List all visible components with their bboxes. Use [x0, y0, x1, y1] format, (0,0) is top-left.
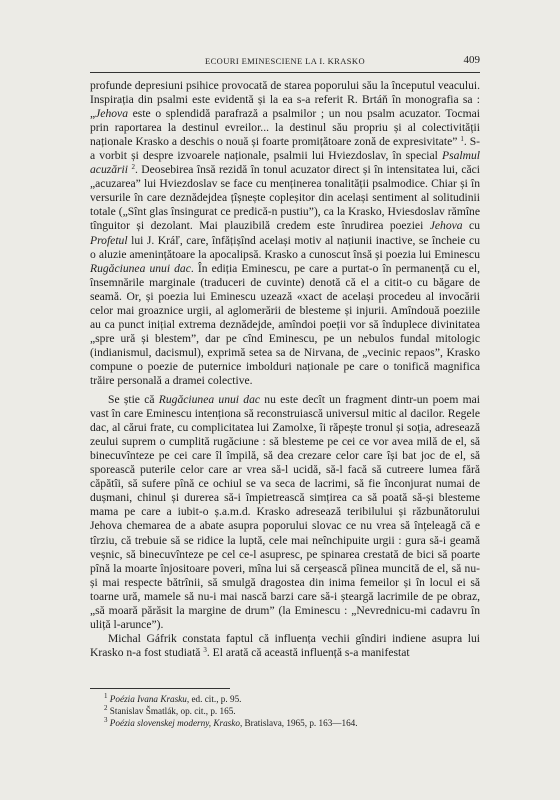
footnote-3: $^3$ Poézia slovenskej moderny, Krasko, Bratislava, 1965, p. 163—164. [104, 716, 358, 729]
footnote-2: $^2$ Stanislav Šmatlák, op. cit., p. 165. [104, 704, 236, 717]
running-header [90, 56, 480, 66]
footnotes [104, 693, 480, 730]
paragraph-1: profunde depresiuni psihice provocată de starea poporului său la începutul veacului. Inspirația din psalmi este evidentă și la ea s-a referit R. Brtáň în monografia sa : „Jehova este o splendidă parafrază a psalmilor ; un nou psalm acuzator. Tocmai prin raportarea la destinul evreilor... la destinul său propriu și al colectivității naționale Krasko a deschis o nouă și foarte promițătoare zonă de expresivitate” $^1$. S-a vorbit și despre izvoarele naționale, psalmii lui Hviezdoslav, în special Psalmul acuzării $^2$. Deosebirea însă rezidă în tonul acuzator direct și în intensitatea lui, căci „acuzarea” lui Hviezdoslav se face cu menținerea tonalității psalmodice. Chiar și în versurile în care deznădejdea țîșnește copleșitor din același sentiment al solitudinii totale („Sînt glas însingurat ce predică-n pustiu”), ca la Krasko, Hviesdoslav rămîne tînguitor și dezolant. Mai plauzibilă credem este înrudirea poeziei Jehova cu Profetul lui J. Kráľ, care, înfățișînd același motiv al națiunii inactive, se încheie cu o aluzie amenințătoare la apocalipsă. Krasko a cunoscut însă și poezia lui Eminescu Rugăciunea unui dac. În ediția Eminescu, pe care a purtat-o în permanență cu el, însemnările marginale (traduceri de cuvinte) denotă că el a citit-o cu băgare de seamă. Or, și poezia lui Eminescu uzează «xact de același procedeu al invocării celor mai groaznice urgii, al aglomerării de blesteme și injurii. Amîndouă poeziile au ca punct inițial extrema deznădejde, amîndoi poeții vor să înduplece divinitatea „spre ură și blestem”, dar pe cînd Eminescu, pe un nebulos fundal mitologic (indianismul, dacismul), exprimă setea sa de Nirvana, de „vecinic repaos”, Krasko compune o poezie de puternice imbolduri naționale pe care o tonifică magnifica trăire personală a dramei colective. [90, 79, 480, 387]
footnote-ref: 3 [203, 645, 207, 654]
header-rule [90, 72, 480, 73]
footnote-ref: 2 [131, 163, 135, 172]
footnote-ref: 1 [460, 135, 464, 144]
paragraph-2: Se știe că Rugăciunea unui dac nu este decît un fragment dintr-un poem mai vast în care Eminescu intenționa să reconstruiască universul mitic al dacilor. Regele dac, al cărui frate, cu complicitatea lui Zamolxe, îi răpește tronul și soția, adresează zeului suprem o cumplită rugăciune : să blesteme pe cei ce vor avea milă de el, să binecuvînteze pe cei care îl împilă, să dea crezare celor care își bat joc de el, să sporească puterile celor care ar vrea să-l ucidă, să-l facă să cutreere lumea fără căpătîi, să sufere pînă ce ochiul se va seca de lacrimi, să fie înconjurat numai de dușmani, chinul și durerea să-i împietrească simțirea ca să poată să-și blesteme mama pe care a iubit-o ș.a.m.d. Krasko adresează teribilului și răzbunătorului Jehova chemarea de a abate asupra poporului slovac ce nu vrea să înțeleagă că e tîrziu, că trebuie să se ridice la luptă, cele mai neînchipuite urgii : gura să-i geamă veșnic, să binecuvînteze pe cel ce-l asupresc, pe spinarea crestată de bici să poarte pînă la moarte înjositoare poveri, mîna lui să cerșească pîinea muncită de el, să nu-și mai respecte bătrînii, să smulgă dragostea din inima femeilor și în locul ei să toarne ură, mamele să nu-i mai nască barzi care să-i șteargă lacrimile de pe obraz, „să moară părăsit la margine de drum” (la Eminescu : „Nevrednicu-mi cadavru în uliță l-arunce”). [90, 393, 480, 631]
page-number: 409 [463, 54, 480, 66]
body-text [90, 79, 480, 660]
running-title: ECOURI EMINESCIENE LA I. KRASKO [205, 56, 365, 66]
footnote-rule [90, 688, 230, 689]
paragraph-3: Michal Gáfrik constata faptul că influența vechii gîndiri indiene asupra lui Krasko n-a fost studiată $^3$. El arată că această influență s-a manifestat [90, 631, 480, 659]
footnote-1: $^1$ Poézia Ivana Krasku, ed. cit., p. 95. [104, 692, 242, 704]
